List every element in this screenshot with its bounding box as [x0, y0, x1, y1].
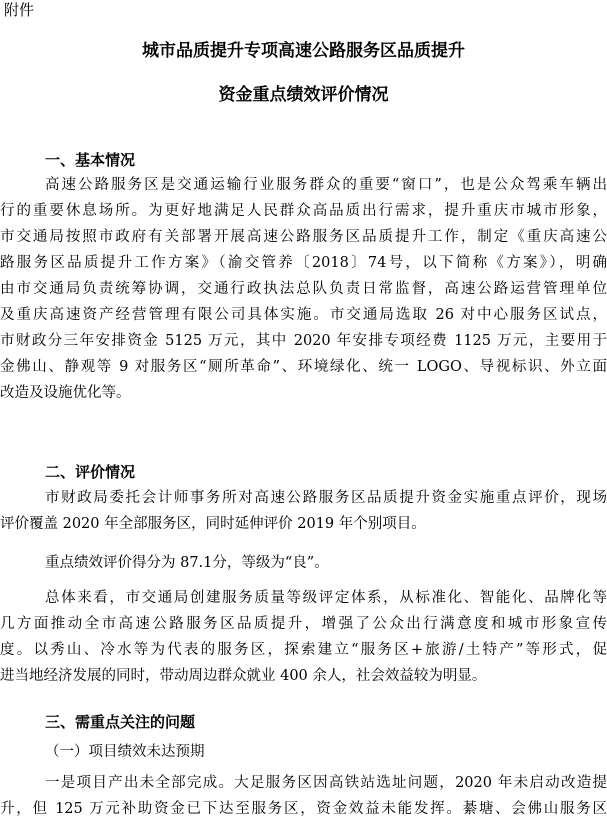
text-line: 行的重要休息场所。为更好地满足人民群众高品质出行需求，提升重庆市城市形象， — [0, 203, 607, 219]
text-line: 市财政分三年安排资金 5125 万元，其中 2020 年安排专项经费 1125 万元，主要用于 — [0, 333, 607, 349]
text-line: 进当地经济发展的同时，带动周边群众就业 400 余人，社会效益较为明显。 — [0, 668, 487, 684]
attachment-label: 附件 — [4, 1, 35, 19]
subheading-performance: （一）项目绩效未达预期 — [45, 744, 205, 760]
text-line: 金佛山、静观等 9 对服务区“厕所革命”、环境绿化、统一 LOGO、导视标识、外立面 — [0, 359, 607, 375]
text-line: 总体来看，市交通局创建服务质量等级评定体系，从标准化、智能化、品牌化等 — [45, 590, 607, 606]
text-line: 由市交通局负责统筹协调，交通行政执法总队负责日常监督，高速公路运营管理单位 — [0, 281, 607, 297]
text-line: 重点绩效评价得分为 87.1分，等级为“良”。 — [45, 555, 329, 571]
section-heading-issues: 三、需重点关注的问题 — [45, 713, 196, 731]
text-line: 度。以秀山、冷水等为代表的服务区，探索建立“服务区+旅游/土特产”等形式，促 — [0, 642, 607, 658]
paragraph-evaluation-score — [0, 550, 607, 576]
text-line: 评价覆盖 2020 年全部服务区，同时延伸评价 2019 年个别项目。 — [0, 516, 426, 532]
text-line: 一是项目产出未全部完成。大足服务区因高铁站选址问题，2020 年未启动改造提 — [45, 775, 607, 791]
text-line: 市财政局委托会计师事务所对高速公路服务区品质提升资金实施重点评价，现场 — [45, 490, 607, 506]
text-line: 市交通局按照市政府有关部署开展高速公路服务区品质提升工作，制定《重庆高速公 — [0, 229, 607, 245]
text-line: 几方面推动全市高速公路服务区品质提升，增强了公众出行满意度和城市形象宣传 — [0, 616, 607, 632]
text-line: 升，但 125 万元补助资金已下达至服务区，资金效益未能发挥。綦塘、会佛山服务区 — [0, 801, 607, 817]
text-line: 路服务区品质提升工作方案》（渝交管养〔2018〕74号，以下简称《方案》），明确 — [0, 255, 607, 271]
paragraph-basic — [0, 172, 607, 406]
paragraph-issues — [0, 770, 607, 822]
text-line: 及重庆高速资产经营管理有限公司具体实施。市交通局选取 26 对中心服务区试点， — [0, 307, 607, 323]
text-line: 高速公路服务区是交通运输行业服务群众的重要“窗口”，也是公众驾乘车辆出 — [45, 177, 607, 193]
text-line: 改造及设施优化等。 — [0, 385, 131, 401]
document-title-line-2: 资金重点绩效评价情况 — [218, 85, 389, 105]
document-title-line-1: 城市品质提升专项高速公路服务区品质提升 — [142, 41, 465, 61]
section-heading-evaluation: 二、评价情况 — [45, 463, 136, 481]
section-heading-basic: 一、基本情况 — [45, 151, 136, 169]
paragraph-evaluation-1 — [0, 485, 607, 537]
paragraph-evaluation-summary — [0, 585, 607, 689]
